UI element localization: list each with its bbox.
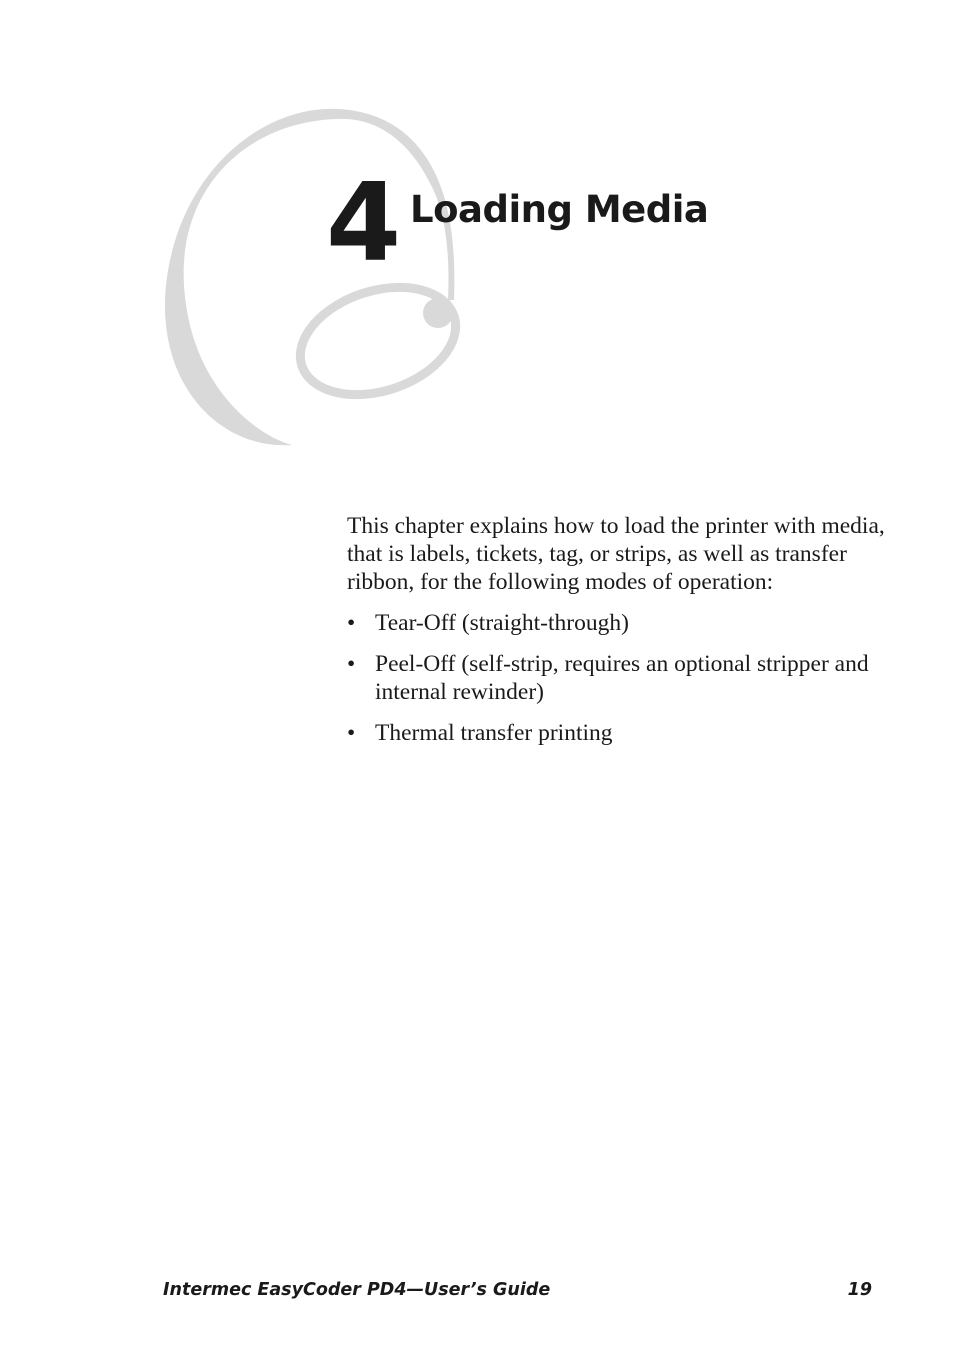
bullet-icon: •	[347, 720, 356, 746]
chapter-swirl-graphic	[150, 95, 470, 465]
footer-guide-title: Intermec EasyCoder PD4—User’s Guide	[163, 1280, 551, 1300]
list-item	[347, 609, 887, 637]
swirl-outer-arc	[165, 109, 454, 445]
bullet-icon: •	[347, 651, 356, 677]
bullet-icon: •	[347, 610, 356, 636]
list-item	[347, 719, 887, 747]
list-item-text: Peel-Off (self-strip, requires an optional stripper and internal rewinder)	[375, 651, 869, 705]
page-number: 19	[847, 1280, 872, 1300]
list-item-text: Thermal transfer printing	[375, 720, 613, 746]
chapter-title: Loading Media	[410, 188, 709, 231]
chapter-number: 4	[326, 161, 400, 286]
chapter-body	[347, 512, 887, 760]
intro-paragraph: This chapter explains how to load the printer with media, that is labels, tickets, tag, or strips, as well as transfer ribbon, for the following modes of operation:	[347, 513, 885, 595]
operation-modes-list	[347, 609, 887, 747]
swirl-inner-ring	[286, 269, 469, 414]
list-item-text: Tear-Off (straight-through)	[375, 610, 629, 636]
list-item	[347, 650, 887, 706]
swirl-dot	[423, 298, 453, 328]
